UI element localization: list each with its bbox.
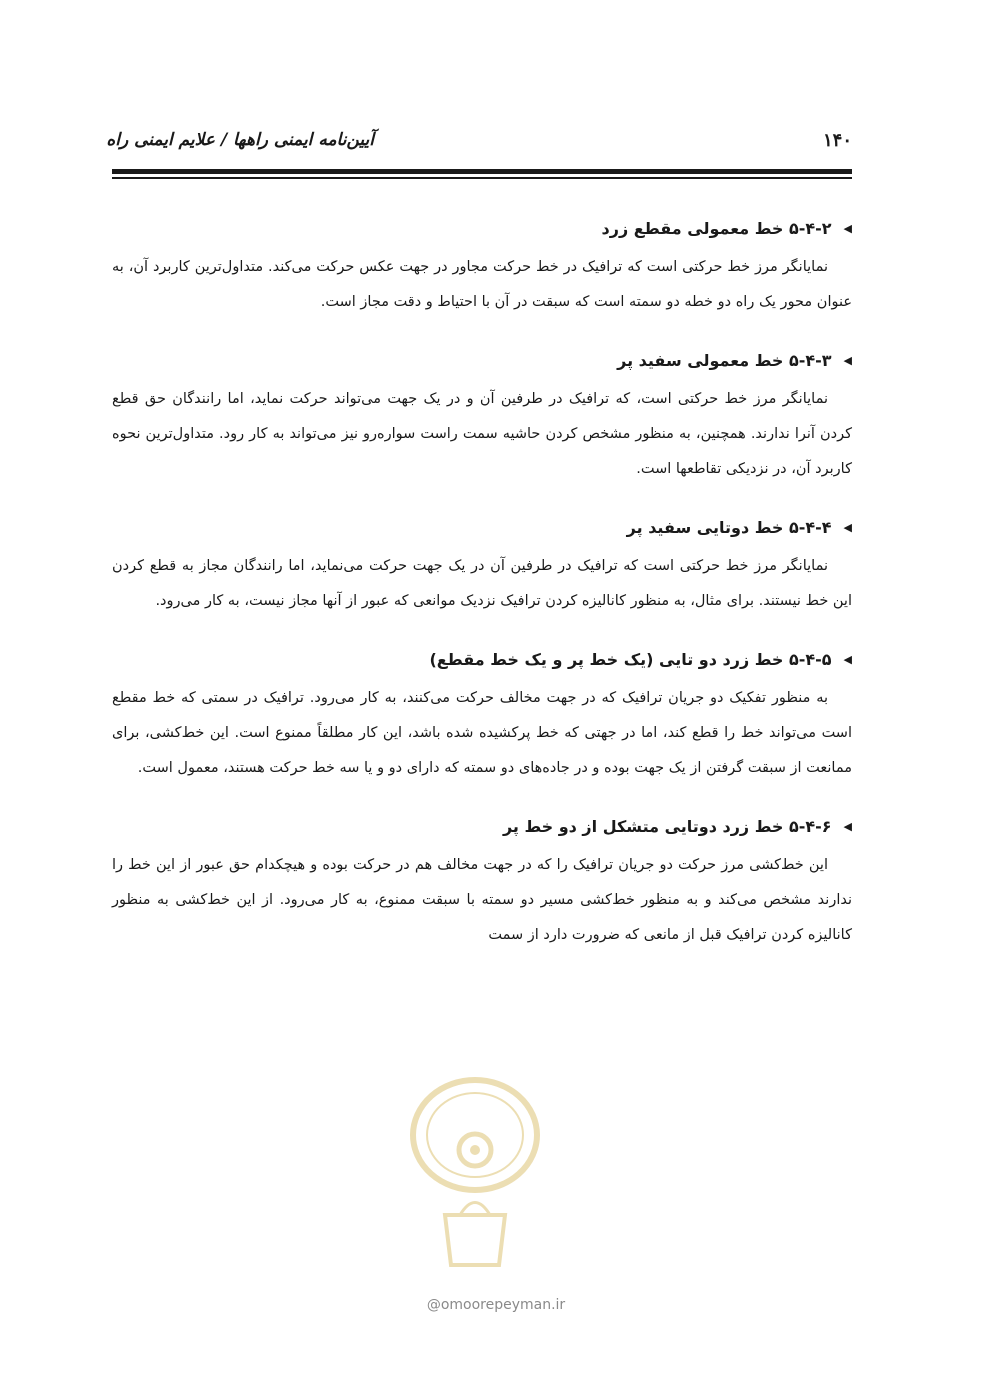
section-heading (112, 342, 852, 378)
section-paragraph: نمایانگر مرز خط حرکتی است که ترافیک در طرفین آن در یک جهت حرکت می‌نماید، اما رانندگان مجاز به قطع کردن این خط نیستند. برای مثال، به منظور کانالیزه کردن ترافیک نزدیک موانعی که عبور از آنها مجاز نیست، به کار می‌رود. (112, 558, 852, 609)
bullet-arrow-icon: ◀ (843, 520, 852, 534)
section-paragraph: نمایانگر مرز خط حرکتی است که ترافیک در خط حرکت مجاور در جهت عکس حرکت می‌کند. متداول‌ترین کاربرد آن، به عنوان محور یک راه دو خطه دو سمته است که سبقت در آن با احتیاط و دقت مجاز است. (112, 259, 852, 310)
section-5-4-2 (112, 210, 852, 320)
section-heading-text: ۵-۴-۳ خط معمولی سفید پر (617, 350, 832, 370)
section-heading-text: ۵-۴-۶ خط زرد دوتایی متشکل از دو خط پر (502, 816, 832, 836)
section-5-4-4 (112, 509, 852, 619)
header-rule-thick (112, 169, 852, 174)
running-header (106, 125, 852, 165)
running-header-title: آیین‌نامه ایمنی راهها / علایم ایمنی راه (106, 130, 374, 150)
main-content (112, 210, 852, 975)
bullet-arrow-icon: ◀ (843, 353, 852, 367)
section-heading (112, 210, 852, 246)
section-heading (112, 808, 852, 844)
section-heading-text: ۵-۴-۵ خط زرد دو تایی (یک خط پر و یک خط مقطع) (429, 649, 832, 669)
watermark-url: @omoorepeyman.ir (426, 1297, 566, 1313)
bullet-arrow-icon: ◀ (843, 652, 852, 666)
section-paragraph: به منظور تفکیک دو جریان ترافیک که در جهت مخالف حرکت می‌کنند، به کار می‌رود. ترافیک در سمتی که خط مقطع است می‌تواند خط را قطع کند، اما در جهتی که خط پرکشیده شده باشد، این کار مطلقاً ممنوع است. این خط‌کشی، برای ممانعت از سبقت گرفتن از یک جهت بوده و در جاده‌های دو سمته که دارای دو و یا سه خط حرکت هستند، معمول است. (112, 690, 852, 776)
section-5-4-6 (112, 808, 852, 953)
bullet-arrow-icon: ◀ (843, 221, 852, 235)
section-heading-text: ۵-۴-۴ خط دوتایی سفید پر (626, 517, 832, 537)
section-heading (112, 509, 852, 545)
section-paragraph: این خط‌کشی مرز حرکت دو جریان ترافیک را که در جهت مخالف هم در حرکت بوده و هیچکدام حق عبور از این خط را ندارند مشخص می‌کند و به منظور خط‌کشی مسیر دو سمته با سبقت ممنوع، به کار می‌رود. از این خط‌کشی به منظور کانالیزه کردن ترافیک قبل از مانعی که ضرورت دارد از سمت (112, 857, 852, 943)
section-paragraph: نمایانگر مرز خط حرکتی است، که ترافیک در طرفین آن و در یک جهت می‌تواند حرکت نماید، اما رانندگان حق قطع کردن آنرا ندارند. همچنین، به منظور مشخص کردن حاشیه سمت راست سواره‌رو نیز می‌تواند به کار رود. متداول‌ترین نحوه کاربرد آن، در نزدیکی تقاطعها است. (112, 391, 852, 477)
section-heading-text: ۵-۴-۲ خط معمولی مقطع زرد (601, 218, 832, 238)
page-number: ۱۴۰ (822, 130, 852, 151)
section-5-4-3 (112, 342, 852, 487)
section-5-4-5 (112, 641, 852, 786)
publisher-logo-watermark (405, 1075, 545, 1275)
section-heading (112, 641, 852, 677)
header-rule-thin (112, 177, 852, 179)
bullet-arrow-icon: ◀ (843, 819, 852, 833)
